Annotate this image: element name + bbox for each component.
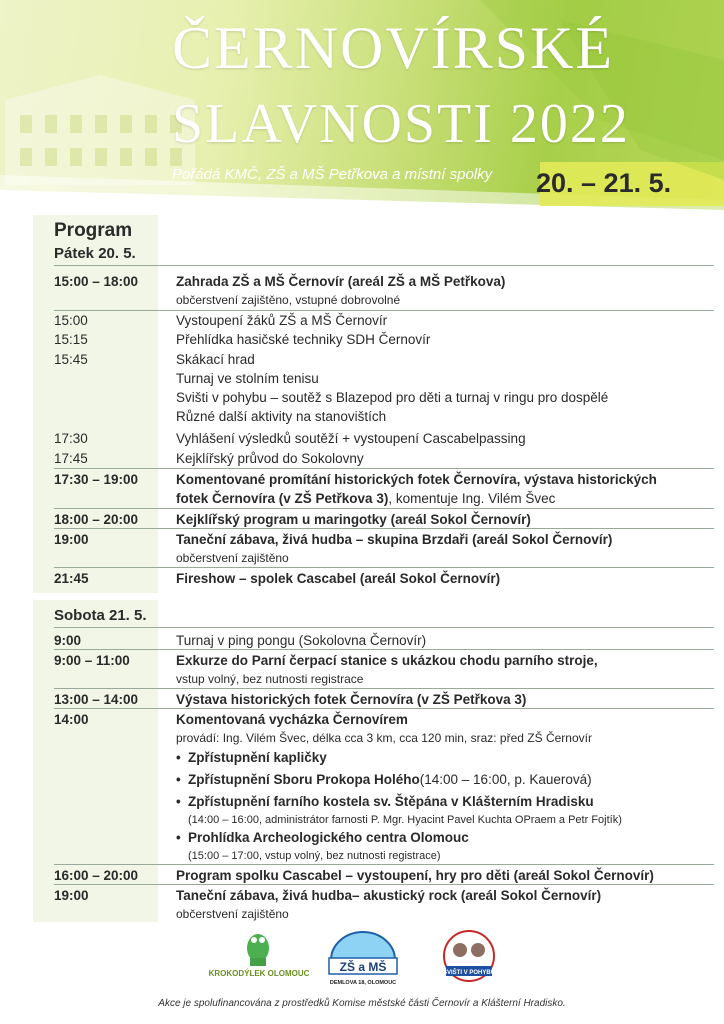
header-banner xyxy=(0,0,724,235)
divider xyxy=(54,508,714,509)
zs-ms-address: DEMLOVA 18, OLOMOUC xyxy=(329,980,397,986)
divider xyxy=(54,567,714,568)
svisti-text: SVIŠTI V POHYBU xyxy=(442,970,496,976)
row-title: Vyhlášení výsledků soutěží + vystoupení Cascabelpassing xyxy=(176,431,526,446)
row-title: Skákací hrad xyxy=(176,352,255,367)
tour-stop-title: Prohlídka Archeologického centra Olomouc xyxy=(188,830,469,845)
divider xyxy=(54,864,714,865)
row-time: 15:15 xyxy=(54,332,88,347)
tour-stop-title: Zpřístupnění farního kostela sv. Štěpána v Klášterním Hradisku xyxy=(188,794,594,809)
row-extra: Různé další aktivity na stanovištích xyxy=(176,409,387,424)
row-time: 15:45 xyxy=(54,352,88,367)
row-title: Program spolku Cascabel – vystoupení, hry pro děti (areál Sokol Černovír) xyxy=(176,868,654,883)
row-time: 17:30 – 19:00 xyxy=(54,472,139,487)
row-time: 19:00 xyxy=(54,888,89,903)
row-title: Vystoupení žáků ZŠ a MŠ Černovír xyxy=(176,313,388,328)
row-title: Výstava historických fotek Černovíra (v ZŠ Petřkova 3) xyxy=(176,692,527,707)
divider xyxy=(54,265,714,266)
bullet-icon: • xyxy=(176,794,181,809)
sponsor-logos xyxy=(0,930,724,990)
row-title: Kejklířský program u maringotky (areál Sokol Černovír) xyxy=(176,512,531,527)
zs-ms-text: ZŠ a MŠ xyxy=(339,960,387,974)
friday-heading: Pátek 20. 5. xyxy=(54,245,136,262)
saturday-heading: Sobota 21. 5. xyxy=(54,607,147,624)
row-time: 19:00 xyxy=(54,532,89,547)
divider xyxy=(54,688,714,689)
row-title: Taneční zábava, živá hudba – skupina Brzdaři (areál Sokol Černovír) xyxy=(176,532,613,547)
row-title: Přehlídka hasičské techniky SDH Černovír xyxy=(176,332,431,347)
footer-note: Akce je spolufinancována z prostředků Komise městské části Černovír a Klášterní Hradisko. xyxy=(158,998,566,1009)
row-note: občerstvení zajištěno xyxy=(176,551,289,565)
row-title: Kejklířský průvod do Sokolovny xyxy=(176,451,364,466)
building-illustration xyxy=(0,70,200,190)
row-time: 9:00 xyxy=(54,633,82,648)
bullet-icon: • xyxy=(176,772,181,787)
row-title: Komentovaná vycházka Černovírem xyxy=(176,712,408,727)
title-line-1: ČERNOVÍRSKÉ xyxy=(172,15,615,81)
tour-stop-note: (14:00 – 16:00, administrátor farnosti P. Mgr. Hyacint Pavel Kuchta OPraem a Petr Fojtík) xyxy=(188,814,622,826)
row-title: Fireshow – spolek Cascabel (areál Sokol Černovír) xyxy=(176,571,501,586)
row-title-cont: fotek Černovíra (v ZŠ Petřkova 3) xyxy=(176,491,389,506)
tour-stop-title: Zpřístupnění kapličky xyxy=(188,750,327,765)
program-heading: Program xyxy=(54,220,133,241)
row-title: Komentované promítání historických fotek Černovíra, výstava historických xyxy=(176,472,657,487)
row-note: vstup volný, bez nutnosti registrace xyxy=(176,672,364,686)
row-note: občerstvení zajištěno xyxy=(176,907,289,921)
row-title: Exkurze do Parní čerpací stanice s ukázkou chodu parního stroje, xyxy=(176,653,598,668)
row-time: 21:45 xyxy=(54,571,89,586)
svisti-logo xyxy=(438,930,500,988)
row-time: 17:45 xyxy=(54,451,88,466)
row-time: 9:00 – 11:00 xyxy=(54,653,130,668)
tour-stop-title: Zpřístupnění Sboru Prokopa Holého xyxy=(188,772,420,787)
row-time: 14:00 xyxy=(54,712,89,727)
row-note: občerstvení zajištěno, vstupné dobrovolné xyxy=(176,293,401,307)
tour-stop-time: (14:00 – 16:00, p. Kauerová) xyxy=(419,772,592,787)
divider xyxy=(54,708,714,709)
krokodylek-logo xyxy=(208,930,310,988)
event-date: 20. – 21. 5. xyxy=(536,168,672,198)
row-time: 15:00 xyxy=(54,313,88,328)
row-extra: Turnaj ve stolním tenisu xyxy=(176,371,319,386)
row-title: Zahrada ZŠ a MŠ Černovír (areál ZŠ a MŠ Petřkova) xyxy=(176,274,506,289)
row-title: Turnaj v ping pongu (Sokolovna Černovír) xyxy=(176,633,427,648)
row-note: provádí: Ing. Vilém Švec, délka cca 3 km, cca 120 min, sraz: před ZŠ Černovír xyxy=(176,731,592,745)
divider xyxy=(54,649,714,650)
bullet-icon: • xyxy=(176,830,181,845)
tour-stop-note: (15:00 – 17:00, vstup volný, bez nutnosti registrace) xyxy=(188,850,441,862)
bullet-icon: • xyxy=(176,750,181,765)
divider xyxy=(54,884,714,885)
krokodylek-text: KROKODÝLEK OLOMOUC xyxy=(208,969,310,978)
row-time: 16:00 – 20:00 xyxy=(54,868,139,883)
organizer-subtitle: Pořádá KMČ, ZŠ a MŠ Petřkova a místní spolky xyxy=(172,166,493,183)
row-time: 13:00 – 14:00 xyxy=(54,692,139,707)
row-time: 15:00 – 18:00 xyxy=(54,274,139,289)
zs-ms-logo xyxy=(325,930,401,988)
divider xyxy=(54,468,714,469)
row-extra: Svišti v pohybu – soutěž s Blazepod pro děti a turnaj v ringu pro dospělé xyxy=(176,390,609,405)
title-line-2: SLAVNOSTI 2022 xyxy=(172,93,630,155)
divider xyxy=(54,627,714,628)
divider xyxy=(54,528,714,529)
row-title: Taneční zábava, živá hudba– akustický rock (areál Sokol Černovír) xyxy=(176,888,602,903)
row-time: 17:30 xyxy=(54,431,88,446)
row-title-rest: , komentuje Ing. Vilém Švec xyxy=(388,491,556,506)
row-time: 18:00 – 20:00 xyxy=(54,512,139,527)
